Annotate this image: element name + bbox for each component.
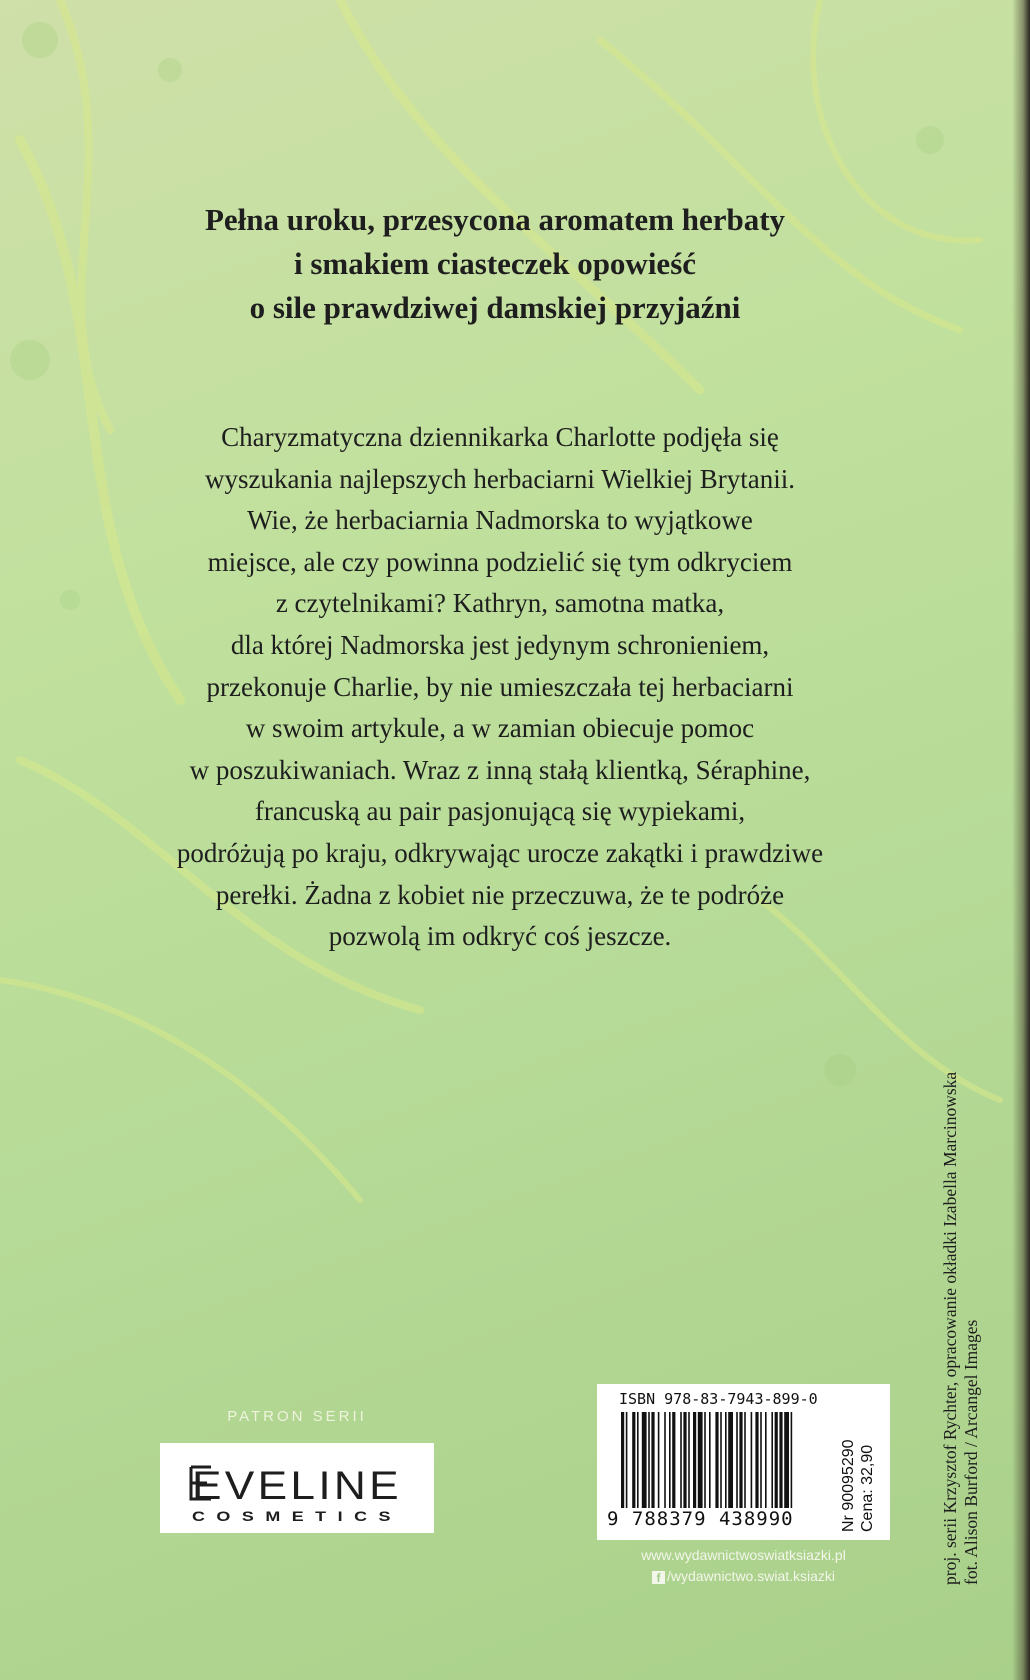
catalog-number: Nr 90095290: [840, 1439, 857, 1532]
series-patron-label: PATRON SERII: [227, 1408, 367, 1425]
blurb-line: w poszukiwaniach. Wraz z inną stałą klientką, Séraphine,: [189, 754, 811, 785]
price-label: Cena: 32,90: [859, 1444, 876, 1532]
blurb-line: pozwolą im odkryć coś jeszcze.: [328, 921, 672, 952]
sponsor-logo: [160, 1443, 434, 1533]
publisher-facebook: [597, 1568, 890, 1584]
tagline-line: Pełna uroku, przesycona aromatem herbaty: [204, 202, 786, 237]
cover-credits: [940, 1072, 982, 1585]
facebook-handle: /wydawnictwo.swiat.ksiazki: [666, 1568, 836, 1584]
blurb-line: podróżują po kraju, odkrywając urocze zakątki i prawdziwe: [176, 837, 824, 868]
blurb-line: przekonuje Charlie, by nie umieszczała tej herbaciarni: [206, 671, 794, 702]
logo-wordmark: EVELINE: [192, 1464, 402, 1508]
blurb-line: z czytelnikami? Kathryn, samotna matka,: [275, 588, 725, 619]
blurb-line: dla której Nadmorska jest jedynym schronieniem,: [230, 629, 770, 660]
blurb-line: perełki. Żadna z kobiet nie przeczuwa, że te podróże: [215, 879, 785, 910]
tagline-line: o sile prawdziwej damskiej przyjaźni: [249, 290, 741, 325]
blurb-line: Wie, że herbaciarnia Nadmorska to wyjątkowe: [247, 505, 753, 536]
blurb-line: Charyzmatyczna dziennikarka Charlotte podjęła się: [221, 422, 779, 452]
blurb-line: w swoim artykule, a w zamian obiecuje pomoc: [245, 713, 755, 744]
barcode-side-info: [839, 1439, 877, 1532]
blurb-line: wyszukania najlepszych herbaciarni Wielkiej Brytanii.: [205, 463, 795, 494]
logo-subtitle: COSMETICS: [192, 1508, 402, 1524]
tagline-line: i smakiem ciasteczek opowieść: [293, 246, 697, 281]
publisher-url: www.wydawnictwoswiatksiazki.pl: [641, 1547, 846, 1563]
barcode-panel: [597, 1384, 890, 1540]
photo-credit: fot. Alison Burford / Arcangel Images: [961, 1319, 981, 1585]
isbn-label: ISBN 978-83-7943-899-0: [619, 1390, 818, 1408]
facebook-icon: f: [652, 1571, 665, 1584]
blurb: [100, 417, 900, 958]
book-edge-shadow: [1012, 0, 1030, 1680]
blurb-line: miejsce, ale czy powinna podzielić się tym odkryciem: [207, 546, 793, 577]
blurb-line: francuską au pair pasjonującą się wypiekami,: [254, 796, 746, 827]
barcode-icon: [619, 1412, 829, 1508]
design-credit: proj. serii Krzysztof Rychter, opracowanie okładki Izabella Marcinowska: [940, 1071, 960, 1585]
tagline: [120, 198, 870, 330]
barcode-digits: 9 788379 438990: [607, 1508, 794, 1530]
